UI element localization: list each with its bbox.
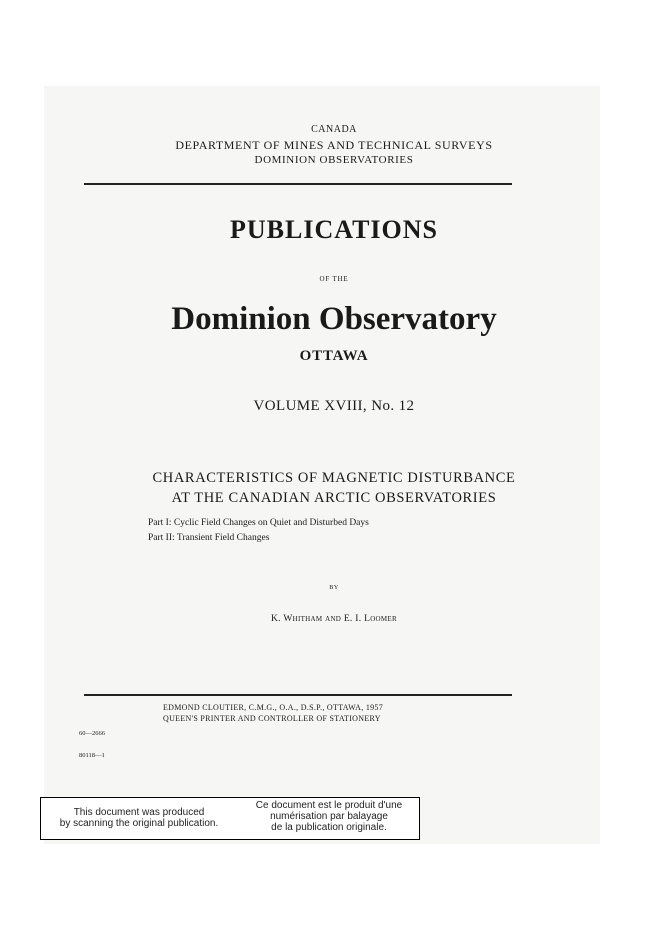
by-label: BY: [329, 585, 339, 591]
print-code-1: 60—2666: [79, 730, 105, 737]
part-2-title: Part II: Transient Field Changes: [148, 533, 270, 543]
imprint-line-1: EDMOND CLOUTIER, C.M.G., O.A., D.S.P., OTTAWA, 1957: [163, 703, 384, 712]
authors: K. Whitham and E. I. Loomer: [271, 614, 397, 624]
imprint-rule: [84, 694, 512, 696]
header-department: DEPARTMENT OF MINES AND TECHNICAL SURVEYS: [175, 138, 493, 152]
notice-fr-line-3: de la publication originale.: [271, 822, 387, 833]
publications-title: PUBLICATIONS: [229, 215, 438, 244]
city-title: OTTAWA: [299, 348, 369, 364]
scan-notice-french: [241, 800, 417, 833]
notice-en-line-1: This document was produced: [73, 807, 205, 818]
print-code-2: 80118—1: [79, 752, 105, 759]
scan-notice-english: [45, 807, 233, 829]
subject-line-1: CHARACTERISTICS OF MAGNETIC DISTURBANCE: [152, 470, 516, 486]
scanned-page: [44, 86, 600, 844]
part-1-title: Part I: Cyclic Field Changes on Quiet and Disturbed Days: [148, 518, 369, 528]
header-rule: [84, 183, 512, 185]
of-the-label: OF THE: [319, 275, 349, 283]
notice-fr-line-2: numérisation par balayage: [270, 811, 388, 822]
notice-en-line-2: by scanning the original publication.: [59, 818, 219, 829]
subject-line-2: AT THE CANADIAN ARCTIC OBSERVATORIES: [171, 490, 497, 506]
header-division: DOMINION OBSERVATORIES: [254, 154, 414, 166]
observatory-title: Dominion Observatory: [171, 301, 497, 337]
imprint-line-2: QUEEN'S PRINTER AND CONTROLLER OF STATIONERY: [163, 714, 381, 723]
volume-number: VOLUME XVIII, No. 12: [253, 398, 415, 414]
scan-notice-box: [40, 797, 420, 840]
header-country: CANADA: [311, 124, 357, 135]
notice-fr-line-1: Ce document est le produit d'une: [255, 800, 403, 811]
